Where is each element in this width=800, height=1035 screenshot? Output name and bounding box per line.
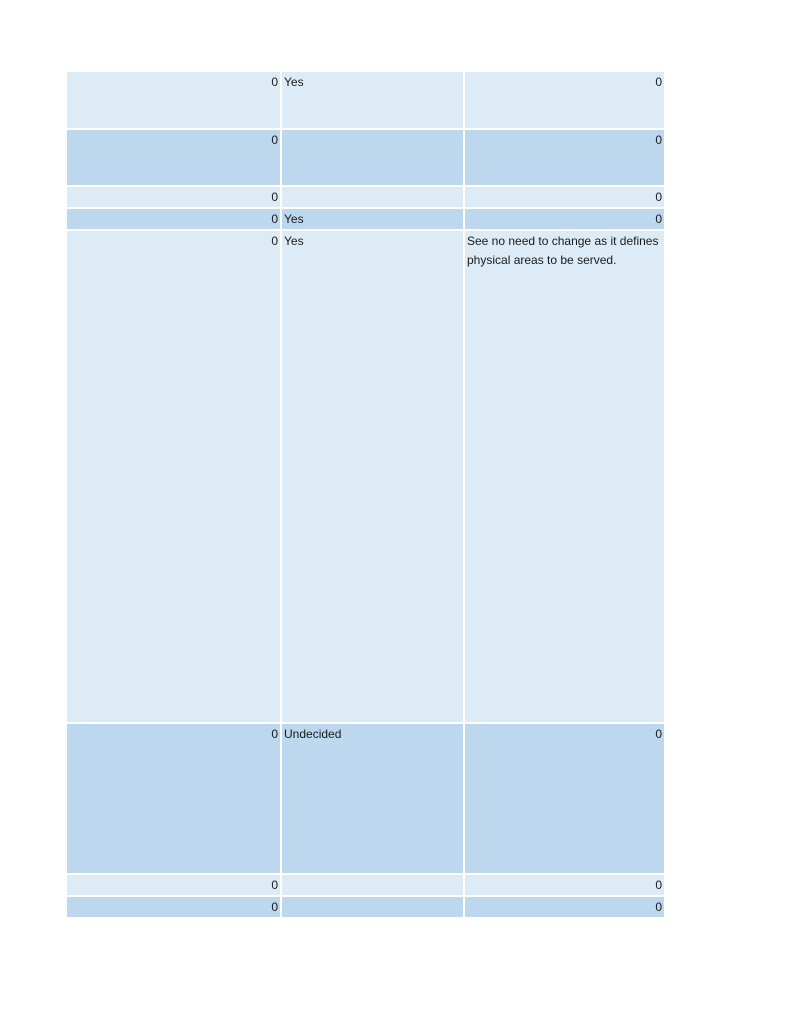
value-cell: 0 (67, 208, 281, 230)
comment-cell: 0 (464, 208, 664, 230)
response-cell (281, 129, 464, 186)
response-cell (281, 896, 464, 918)
comment-cell: 0 (464, 896, 664, 918)
response-cell (281, 874, 464, 896)
value-cell: 0 (67, 129, 281, 186)
value-cell: 0 (67, 186, 281, 208)
response-cell: Yes (281, 230, 464, 723)
comment-cell: 0 (464, 874, 664, 896)
value-cell: 0 (67, 896, 281, 918)
spreadsheet-table (67, 72, 664, 919)
response-cell: Undecided (281, 723, 464, 874)
comment-cell: See no need to change as it defines physical areas to be served. (464, 230, 664, 723)
value-cell: 0 (67, 72, 281, 129)
table-row (67, 230, 664, 723)
table-row (67, 72, 664, 129)
response-cell: Yes (281, 72, 464, 129)
table-row (67, 896, 664, 918)
comment-cell: 0 (464, 723, 664, 874)
comment-cell: 0 (464, 72, 664, 129)
value-cell: 0 (67, 723, 281, 874)
table-row (67, 129, 664, 186)
table-row (67, 186, 664, 208)
table-row (67, 874, 664, 896)
response-cell (281, 186, 464, 208)
table-row (67, 208, 664, 230)
table-row (67, 723, 664, 874)
comment-cell: 0 (464, 186, 664, 208)
value-cell: 0 (67, 230, 281, 723)
comment-cell: 0 (464, 129, 664, 186)
response-cell: Yes (281, 208, 464, 230)
value-cell: 0 (67, 874, 281, 896)
